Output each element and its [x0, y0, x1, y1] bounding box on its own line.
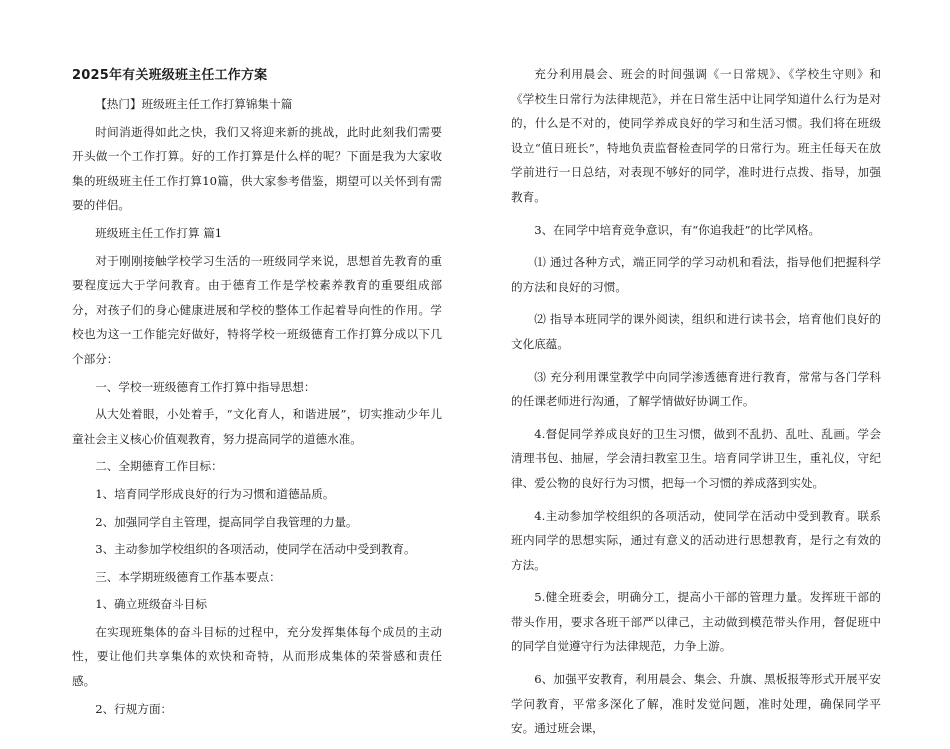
list-item: ⑶ 充分利用课堂教学中向同学渗透德育进行教育，常常与各门学科的任课老师进行沟通，了解学情做好协调工作。	[511, 369, 881, 409]
paragraph: 在实现班集体的奋斗目标的过程中，充分发挥集体每个成员的主动性，要让他们共享集体的欢快和奇特，从而形成集体的荣誉感和责任感。	[72, 624, 442, 689]
list-item: 5.健全班委会，明确分工，提高小干部的管理力量。发挥班干部的带头作用，要求各班干部严以律己，主动做到模范带头作用，督促班中的同学自觉遵守行为法律规范，力争上游。	[511, 590, 881, 654]
paragraph: 对于刚刚接触学校学习生活的一班级同学来说，思想首先教育的重要程度远大于学问教育。由于德育工作是学校素养教育的重要组成部分，对孩子们的身心健康进展和学校的整体工作起着导向性的作用。学校也为这一工作能完好做好，特将学校一班级德育工作打算分成以下几个部分：	[72, 253, 442, 366]
document-title: 2025年有关班级班主任工作方案	[72, 68, 268, 83]
list-item: ⑵ 指导本班同学的课外阅读，组织和进行读书会，培育他们良好的文化底蕴。	[511, 312, 881, 351]
list-item: 1、确立班级奋斗目标	[95, 597, 207, 612]
section-heading: 班级班主任工作打算 篇1	[95, 225, 223, 240]
paragraph: 充分利用晨会、班会的时间强调《一日常规》、《学校生守则》和《学校生日常行为法律规范》，并在日常生活中让同学知道什么行为是对的，什么是不对的，使同学养成良好的学习和生活习惯。我们将在班级设立“值日班长”，特地负责监督检查同学的日常行为。班主任每天在放学前进行一日总结，对表现不够好的同学，准时进行点拨、指导，加强教育。	[511, 67, 881, 204]
list-item: 4.督促同学养成良好的卫生习惯，做到不乱扔、乱吐、乱画。学会清理书包、抽屉，学会清扫教室卫生。培育同学讲卫生，重礼仪，守纪律、爱公物的良好行为习惯，把每一个习惯的养成落到实处。	[511, 426, 881, 490]
list-item: 6、加强平安教育，利用晨会、集会、升旗、黑板报等形式开展平安学问教育，平常多深化了解，准时发觉问题，准时处理，确保同学平安。通过班会课，	[511, 672, 881, 736]
section-heading: 三、本学期班级德育工作基本要点：	[95, 569, 281, 584]
section-heading: 一、学校一班级德育工作打算中指导思想：	[95, 379, 316, 394]
right-column	[511, 62, 881, 749]
list-item: 2、行规方面：	[95, 701, 173, 716]
list-item: 3、主动参加学校组织的各项活动，使同学在活动中受到教育。	[95, 542, 416, 557]
list-item: 1、培育同学形成良好的行为习惯和道德品质。	[95, 486, 335, 501]
left-column	[72, 62, 442, 721]
section-heading: 二、全期德育工作目标：	[95, 459, 223, 474]
list-item: 4.主动参加学校组织的各项活动，使同学在活动中受到教育。联系班内同学的思想实际，通过有意义的活动进行思想教育，是行之有效的方法。	[511, 508, 881, 572]
paragraph: 【热门】班级班主任工作打算锦集十篇	[95, 97, 293, 111]
list-item: 3、在同学中培育竞争意识，有“你追我赶”的比学风格。	[534, 222, 821, 237]
list-item: 2、加强同学自主管理，提高同学自我管理的力量。	[95, 514, 358, 529]
list-item: ⑴ 通过各种方式，端正同学的学习动机和看法，指导他们把握科学的方法和良好的习惯。	[511, 255, 881, 294]
paragraph: 时间消逝得如此之快，我们又将迎来新的挑战，此时此刻我们需要开头做一个工作打算。好的工作打算是什么样的呢？下面是我为大家收集的班级班主任工作打算10篇，供大家参考借鉴，期望可以关怀到有需要的伴侣。	[72, 124, 442, 213]
paragraph: 从大处着眼，小处着手，“文化育人，和谐进展”，切实推动少年儿童社会主义核心价值观教育，努力提高同学的道德水准。	[72, 407, 442, 446]
